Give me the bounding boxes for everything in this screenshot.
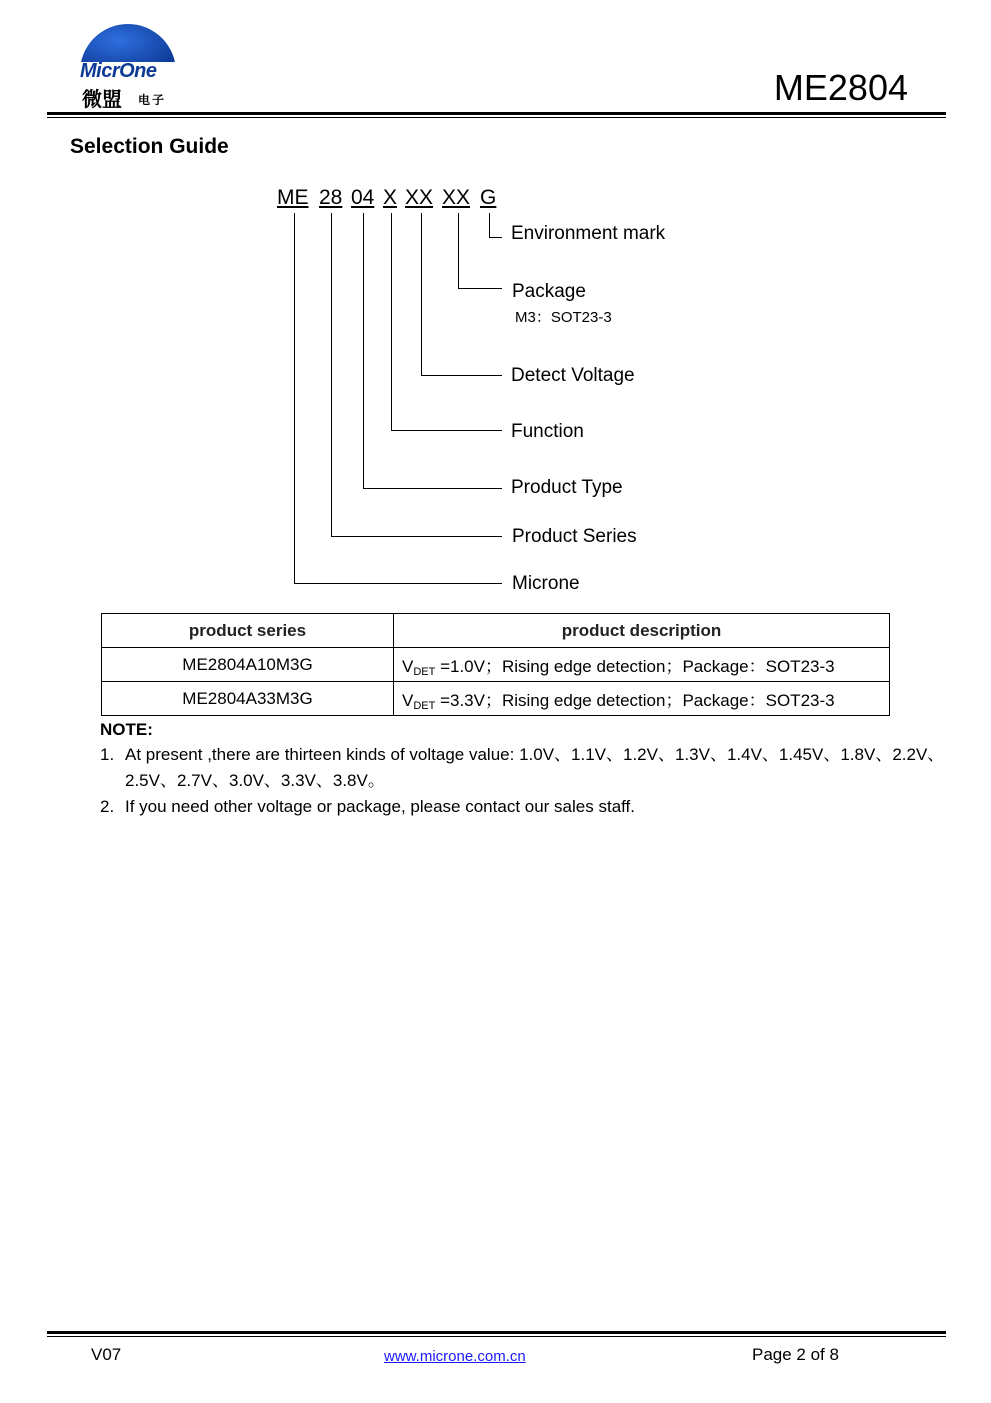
label-detect-voltage: Detect Voltage [511, 365, 635, 386]
label-environment-mark: Environment mark [511, 223, 666, 244]
footer-website-link[interactable]: www.microne.com.cn [384, 1348, 526, 1365]
header-rule-thin [47, 117, 946, 118]
header-product-series: product series [102, 614, 394, 648]
logo-text-cn: 微盟 [82, 87, 122, 111]
code-part-env: G [480, 186, 497, 209]
note-item-2: 2. If you need other voltage or package, please contact our sales staff. [100, 797, 636, 816]
document-title: ME2804 [773, 67, 908, 108]
cell-series: ME2804A10M3G [102, 648, 394, 682]
section-title: Selection Guide [70, 135, 229, 158]
label-microne: Microne [512, 573, 580, 594]
footer-rule-thick [47, 1331, 946, 1334]
header-rule-thick [47, 112, 946, 115]
header-product-description: product description [394, 614, 890, 648]
note-heading: NOTE: [100, 720, 153, 739]
cell-description: $V_{DET} =1.0V$；Rising edge detection；Package：SOT23-3 [394, 648, 890, 682]
code-part-package: XX [442, 186, 471, 209]
footer-rule-thin [47, 1336, 946, 1337]
code-part-me: ME [277, 186, 309, 209]
table-row [102, 682, 890, 716]
label-package-detail: M3：SOT23-3 [515, 309, 612, 326]
footer-page-number: Page 2 of 8 [752, 1345, 839, 1364]
code-part-series: 28 [319, 186, 343, 209]
logo-text-cn-small: 电子 [138, 93, 167, 107]
microne-logo [78, 20, 182, 110]
code-part-function: X [383, 186, 398, 209]
table-header-row [102, 614, 890, 648]
cell-series: ME2804A33M3G [102, 682, 394, 716]
logo-text-en: MicrOne [80, 60, 157, 82]
label-product-series: Product Series [512, 526, 637, 547]
table-row [102, 648, 890, 682]
label-product-type: Product Type [511, 477, 623, 498]
note-item-1: 1. At present ,there are thirteen kinds of voltage value: 1.0V、1.1V、1.2V、1.3V、1.4V、1.45V、1.8V、2.2V、 2.5V、2.7V、3.0V、3.3V、3.8V。 [100, 745, 945, 790]
label-function: Function [511, 421, 584, 442]
code-part-type: 04 [351, 186, 375, 209]
code-part-voltage: XX [405, 186, 434, 209]
footer-version: V07 [91, 1345, 122, 1364]
product-table [101, 613, 890, 716]
cell-description: $V_{DET} =3.3V$；Rising edge detection；Package：SOT23-3 [394, 682, 890, 716]
label-package: Package [512, 281, 586, 302]
